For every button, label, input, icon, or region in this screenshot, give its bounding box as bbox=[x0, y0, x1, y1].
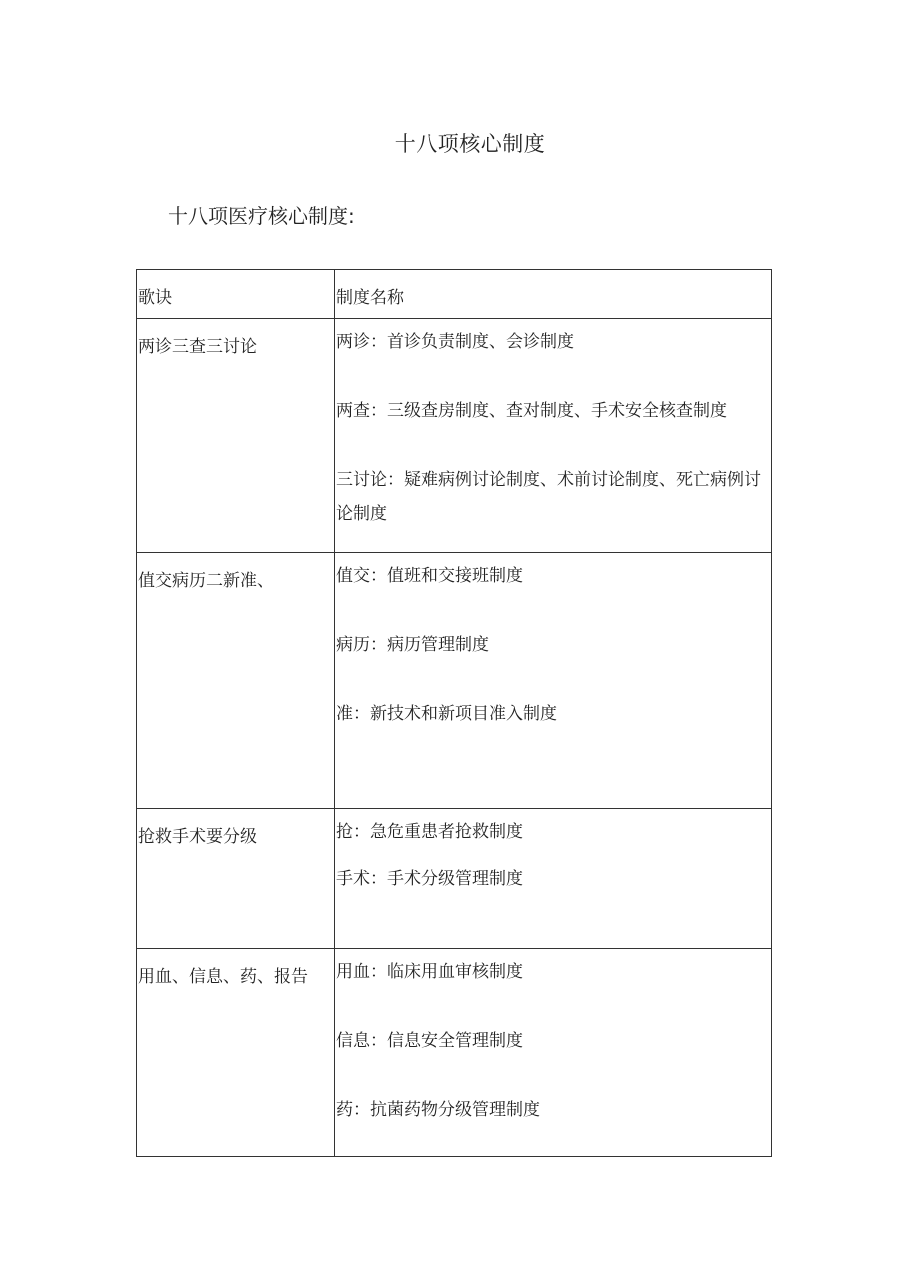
names-cell bbox=[335, 553, 772, 809]
subtitle: 十八项医疗核心制度: bbox=[168, 204, 355, 228]
mnemonic-cell bbox=[137, 553, 335, 809]
rule-item: 值交：值班和交接班制度 bbox=[336, 566, 523, 586]
rule-item: 三讨论：疑难病例讨论制度、术前讨论制度、死亡病例讨论制度 bbox=[336, 470, 761, 524]
rule-item: 信息：信息安全管理制度 bbox=[336, 1031, 523, 1051]
names-cell bbox=[335, 949, 772, 1157]
mnemonic-cell bbox=[137, 949, 335, 1157]
rule-item: 药：抗菌药物分级管理制度 bbox=[336, 1100, 540, 1120]
rule-item: 抢：急危重患者抢救制度 bbox=[336, 822, 523, 842]
rule-list bbox=[335, 809, 771, 896]
header-names-label: 制度名称 bbox=[336, 288, 404, 308]
table-row bbox=[137, 809, 772, 949]
table-row bbox=[137, 553, 772, 809]
mnemonic-cell bbox=[137, 319, 335, 553]
header-cell-mnemonic bbox=[137, 270, 335, 319]
names-cell bbox=[335, 319, 772, 553]
mnemonic-text: 抢救手术要分级 bbox=[138, 827, 257, 847]
header-mnemonic-label: 歌诀 bbox=[138, 288, 172, 308]
rule-item: 两查：三级查房制度、查对制度、手术安全核查制度 bbox=[336, 401, 727, 421]
rule-item: 手术：手术分级管理制度 bbox=[336, 869, 523, 889]
rule-item: 病历：病历管理制度 bbox=[336, 635, 489, 655]
names-cell bbox=[335, 809, 772, 949]
rule-list bbox=[335, 319, 771, 531]
core-rules-table bbox=[136, 269, 772, 1157]
rule-item: 两诊：首诊负责制度、会诊制度 bbox=[336, 332, 574, 352]
mnemonic-text: 用血、信息、药、报告 bbox=[138, 967, 308, 987]
page-title: 十八项核心制度 bbox=[394, 132, 546, 156]
rule-list bbox=[335, 949, 771, 1127]
rule-item: 用血：临床用血审核制度 bbox=[336, 962, 523, 982]
mnemonic-text: 两诊三查三讨论 bbox=[138, 337, 257, 357]
mnemonic-cell bbox=[137, 809, 335, 949]
rule-list bbox=[335, 553, 771, 731]
mnemonic-text: 值交病历二新准、 bbox=[138, 571, 274, 591]
header-cell-names bbox=[335, 270, 772, 319]
table-row bbox=[137, 319, 772, 553]
table-header-row bbox=[137, 270, 772, 319]
table-row bbox=[137, 949, 772, 1157]
rule-item: 准：新技术和新项目准入制度 bbox=[336, 704, 557, 724]
